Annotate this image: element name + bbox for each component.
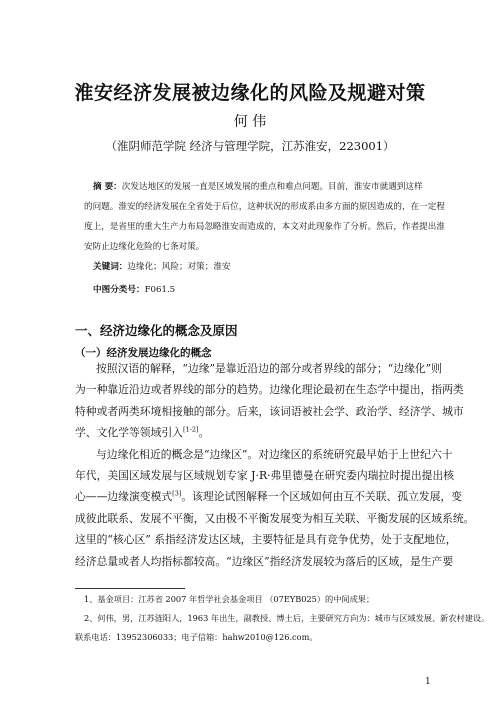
para-line: 按照汉语的解释，“边缘”是靠近沿边的部分或者界线的部分；“边缘化”则 bbox=[96, 362, 442, 375]
clc-value: F061.5 bbox=[144, 285, 176, 295]
body-text bbox=[75, 358, 475, 572]
citation: [1-2] bbox=[182, 425, 199, 434]
para-line: 年代，美国区域发展与区域规划专家 J·R·弗里德曼在研究委内瑞拉时提出提出核 bbox=[75, 469, 455, 483]
footnote: 联系电话：13952306033；电子信箱：hahw2010@126.com。 bbox=[75, 632, 318, 642]
abstract-line: 的问题。淮安的经济发展在全省处于后位，这种状况的形成系由多方面的原因造成的，在一定程 bbox=[84, 202, 445, 212]
abstract-line bbox=[93, 177, 422, 197]
para-line bbox=[75, 422, 420, 443]
para-line: 特种或者两类环境相接触的部分。后来，该词语被社会学、政治学、经济学、城市 bbox=[75, 404, 464, 418]
abstract-line: 度上，是省里的重大生产力布局忽略淮安而造成的，本文对此现象作了分析。然后，作者提出淮 bbox=[84, 222, 445, 232]
keywords-label: 关键词： bbox=[93, 262, 128, 272]
abstract-line: 安防止边缘化危险的七条对策。 bbox=[84, 242, 205, 252]
page-number: 1 bbox=[425, 677, 431, 687]
paper-title: 淮安经济发展被边缘化的风险及规避对策 bbox=[74, 82, 426, 104]
para-text: 心——边缘演变模式 bbox=[75, 490, 173, 504]
footnote: 2、何伟，男，江苏涟阳人，1963 年出生，副教授、博士后，主要研究方向为：城市与区域发展、新农村建设。 bbox=[84, 613, 490, 623]
clc-number bbox=[93, 280, 175, 300]
para-line: 与边缘化相近的概念是“边缘区”。对边缘区的系统研究最早始于上世纪六十 bbox=[96, 447, 453, 461]
abstract-text: 次发达地区的发展一直是区域发展的重点和难点问题。目前，淮安市就遇到这样 bbox=[121, 182, 423, 192]
clc-label: 中图分类号： bbox=[93, 285, 145, 295]
keywords bbox=[93, 257, 231, 277]
abstract-label: 摘 要： bbox=[93, 182, 122, 192]
author-affiliation: （淮阴师范学院 经济与管理学院，江苏淮安，223001） bbox=[105, 139, 395, 153]
para-text: 学、文化学等领域引入 bbox=[75, 426, 183, 440]
section-heading: 一、经济边缘化的概念及原因 bbox=[75, 323, 238, 338]
footnotes bbox=[75, 590, 490, 647]
abstract bbox=[84, 177, 445, 257]
citation: [3] bbox=[172, 489, 182, 498]
para-text: 。该理论试图解释一个区域如何由互不关联、孤立发展，变 bbox=[181, 490, 463, 504]
subsection-heading: （一）经济发展边缘化的概念 bbox=[75, 347, 212, 359]
footnote-rule bbox=[75, 588, 185, 589]
para-line: 这里的“核心区” 系指经济发达区域，主要特征是具有竞争优势，处于支配地位， bbox=[75, 533, 457, 547]
para-line: 成彼此联系、发展不平衡，又由极不平衡发展变为相互关联、平衡发展的区域系统。 bbox=[75, 511, 475, 525]
footnote: 1、基金项目：江苏省 2007 年哲学社会基金项目 （07EYB025）的中间成果； bbox=[84, 594, 375, 604]
para-line: 经济总量或者人均指标都较高。“边缘区”指经济发展较为落后的区域，是生产要 bbox=[75, 554, 454, 568]
para-line: 为一种靠近沿边或者界线的部分的趋势。边缘化理论最初在生态学中提出，指两类 bbox=[75, 383, 464, 397]
para-text: 。 bbox=[198, 426, 210, 440]
keywords-text: 边缘化；风险；对策；淮安 bbox=[127, 262, 231, 272]
para-line bbox=[75, 486, 463, 507]
author-name: 何 伟 bbox=[233, 114, 267, 130]
